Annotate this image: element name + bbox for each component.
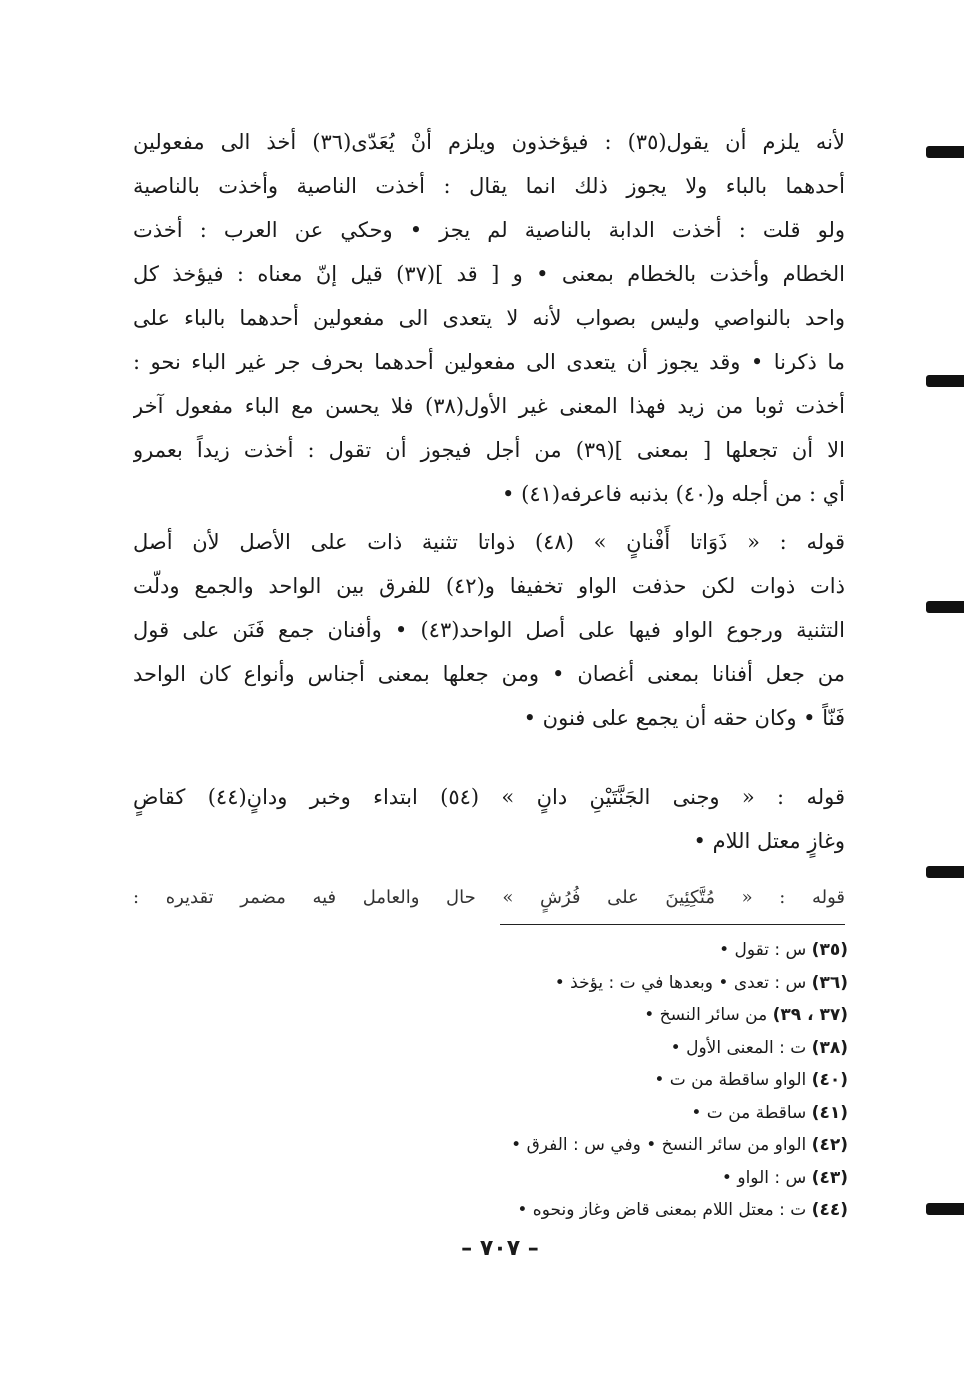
text-line: قوله : « ذَوَاتا أَفْنانٍ » (٤٨) ذواتا تثنية ذات على الأصل لأن أصل (133, 530, 845, 554)
page-number: – ٧٠٧ – (461, 1236, 539, 1261)
footnote-item (300, 1194, 848, 1227)
footnote-number: (٣٦) (811, 972, 848, 993)
footnote-item (300, 1129, 848, 1162)
footnote-item (300, 934, 848, 967)
footnote-text: الواو من سائر النسخ • وفي س : الفرق • (511, 1135, 807, 1155)
footnote-text: س : الواو • (721, 1167, 807, 1188)
margin-tab-mark (926, 146, 964, 158)
text-line: من جعل أفنانا بمعنى أغصان • ومن جعلها بمعنى أجناس وأنواع كان الواحد (133, 662, 845, 686)
margin-tab-mark (926, 866, 964, 878)
paragraph-3 (133, 775, 845, 863)
footnote-separator (500, 924, 845, 925)
footnote-item (300, 999, 848, 1032)
footnote-item (300, 1097, 848, 1130)
footnote-number: (٣٨) (811, 1037, 848, 1058)
footnote-number: (٣٧ ، ٣٩) (772, 1005, 848, 1025)
text-line: ولو قلت : أخذت الدابة بالناصية لم يجز • وحكي عن العرب : أخذت (133, 218, 845, 242)
footnote-number: (٤٣) (811, 1167, 848, 1188)
margin-tab-mark (926, 1203, 964, 1215)
margin-tab-mark (926, 375, 964, 387)
footnote-text: ت : المعنى الأول • (670, 1037, 807, 1058)
footnote-number: (٤٠) (811, 1070, 848, 1090)
text-line: قوله : « وجنى الجَنَّتَيْنِ دانٍ » (٥٤) ابتداء وخبر ودانٍ(٤٤) كقاضٍ (133, 785, 845, 809)
margin-tab-mark (926, 601, 964, 613)
text-line: الا أن تجعلها [ بمعنى ](٣٩) من أجل فيجوز أن تقول : أخذت زيداً بعمرو (133, 438, 845, 462)
footnote-number: (٤١) (811, 1102, 848, 1123)
text-line: واحد بالنواصي وليس بصواب لأنه لا يتعدى الى مفعولين أحدهما بالباء على (133, 306, 845, 330)
text-line: ذات ذوات لكن حذفت الواو تخفيفا و(٤٢) للفرق بين الواحد والجمع ودلّت (133, 574, 845, 598)
text-line: فَنّاً • وكان حقه أن يجمع على فنون • (523, 706, 845, 730)
text-line: أي : من أجله و(٤٠) بذنبه فاعرفه(٤١) • (502, 482, 845, 506)
footnote-number: (٤٤) (811, 1200, 848, 1220)
footnote-text: س : تعدى • وبعدها في ت : يؤخذ • (554, 972, 807, 993)
text-line: التثنية ورجوع الواو فيها على أصل الواحد(٤٣) • وأفنان جمع فَنَن على قول (133, 618, 845, 642)
footnote-item (300, 1064, 848, 1097)
footnote-number: (٣٥) (811, 940, 848, 960)
footnote-text: الواو ساقطة من ت • (654, 1070, 807, 1090)
footnote-text: ت : معتل اللام بمعنى قاض وغاز ونحوه • (517, 1200, 807, 1220)
footnote-text: من سائر النسخ • (644, 1005, 768, 1025)
footnote-text: س : تقول • (719, 940, 807, 960)
paragraph-4 (133, 876, 845, 920)
footnote-text: ساقطة من ت • (691, 1102, 807, 1123)
footnote-number: (٤٢) (811, 1135, 848, 1155)
text-line: الخطام وأخذت بالخطام بمعنى • و [ قد ](٣٧) قيل إنّ معناه : فيؤخذ كل (133, 262, 845, 286)
footnotes (300, 934, 848, 1227)
footnote-item (300, 1032, 848, 1065)
paragraph-1 (133, 120, 845, 516)
footnote-item (300, 967, 848, 1000)
paragraph-2 (133, 520, 845, 740)
text-line: أخذت ثوبا من زيد فهذا المعنى غير الأول(٣٨) فلا يحسن مع الباء مفعول آخر (133, 394, 845, 418)
text-line: لأنه يلزم أن يقول(٣٥) : فيؤخذون ويلزم أنْ يُعَدّى(٣٦) أخذ الى مفعولين (133, 130, 845, 154)
text-line: ما ذكرنا • وقد يجوز أن يتعدى الى مفعولين أحدهما بحرف جر غير الباء نحو : (133, 350, 845, 374)
text-line: أحدهما بالباء ولا يجوز ذلك انما يقال : أخذت الناصية وأخذت بالناصية (133, 174, 845, 198)
text-line: قوله : « مُتَّكِئِينَ على فُرُشٍ » حال والعامل فيه مضمر تقديره : (133, 887, 845, 908)
text-line: وغازٍ معتل اللام • (693, 829, 845, 853)
footnote-item (300, 1162, 848, 1195)
